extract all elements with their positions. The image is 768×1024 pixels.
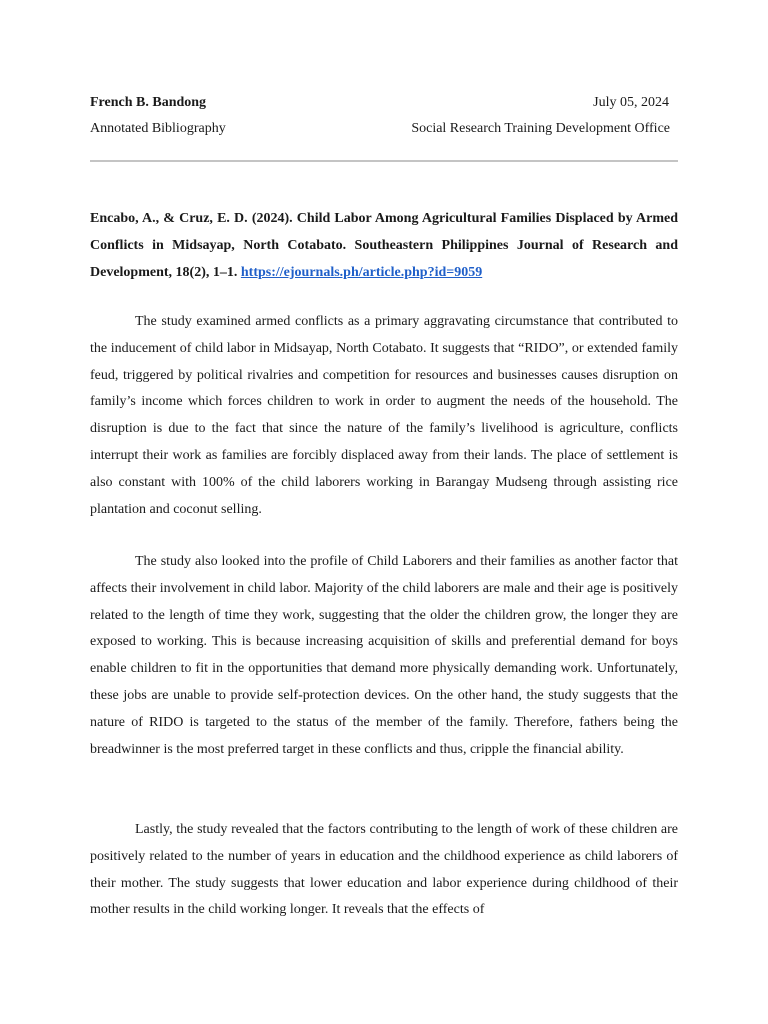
annotation-paragraph-3: Lastly, the study revealed that the factors contributing to the length of work of these children are positively related to the number of years in education and the childhood experience as child laborers of their mother. The study suggests that lower education and labor experience during childhood of their mother results in the child working longer. It reveals that the effects of [90, 822, 678, 918]
office-name: Social Research Training Development Office [411, 121, 670, 136]
citation-text: Encabo, A., & Cruz, E. D. (2024). Child Labor Among Agricultural Families Displaced by Armed Conflicts in Midsayap, North Cotabato. Southeastern Philippines Journal of Research and Development, 18(2), 1–1. [90, 211, 678, 280]
document-type: Annotated Bibliography [90, 121, 226, 136]
document-date: July 05, 2024 [593, 95, 669, 110]
citation-link[interactable]: https://ejournals.ph/article.php?id=9059 [240, 265, 483, 280]
header-divider [90, 160, 678, 162]
annotation-paragraph-1: The study examined armed conflicts as a primary aggravating circumstance that contributed to the inducement of child labor in Midsayap, North Cotabato. It suggests that “RIDO”, or extended family feud, triggered by political rivalries and competition for resources and businesses causes disruption on family’s income which forces children to work in order to augment the needs of the household. The disruption is due to the fact that since the nature of the family’s livelihood is agriculture, conflicts interrupt their work as families are forcibly displaced away from their lands. The place of settlement is also constant with 100% of the child laborers working in Barangay Mudseng through assisting rice plantation and coconut selling. [90, 314, 678, 517]
citation [90, 205, 678, 286]
author-name: French B. Bandong [90, 95, 207, 110]
annotation-paragraph-2: The study also looked into the profile of Child Laborers and their families as another factor that affects their involvement in child labor. Majority of the child laborers are male and their age is positively related to the length of time they work, suggesting that the older the children grow, the longer they are exposed to working. This is because increasing acquisition of skills and preferential demand for boys enable children to fit in the opportunities that demand more physically demanding work. Unfortunately, these jobs are unable to provide self-protection devices. On the other hand, the study suggests that the nature of RIDO is targeted to the status of the member of the family. Therefore, fathers being the breadwinner is the most preferred target in these conflicts and thus, cripple the financial ability. [90, 554, 678, 757]
